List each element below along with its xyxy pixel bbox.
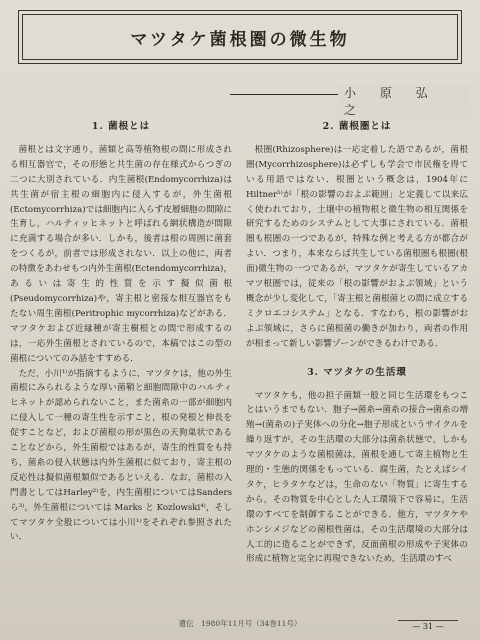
section-1-paragraph-2: ただ，小川¹⁾が指摘するように，マツタケは，他の外生菌根にみられるような厚い菌鞘と細胞間隙中のハルティヒネットが認められないこと，また菌糸の一部が細胞内に侵入して一種の寄生性を示すこと，根の発根と伸長を促すことなど，および菌根の形が黒色の天狗巣状であることなどから，外生菌根ではあるが，寄生的性質をも持ち，菌糸の侵入状態は内外生菌根に似ており，寄主根の反応性は擬似菌根類似であるといえる．なお，菌根の入門書としてはHarley²⁾を，内生菌根についてはSanders ら³⁾，外生菌根については Marks と Kozlowski⁴⁾，そしてマツタケ全般については小川¹⁾をそれぞれ参照されたい． — [10, 368, 232, 543]
section-2-paragraph: 根圏(Rhizosphere)は一応定着した語であるが，菌根圏(Mycorrhizosphere)は必ずしも学会で市民権を得ている用語ではない．根圏という概念は，1904年に Hiltner⁵⁾が「根の影響のおよぶ範囲」と定義して以来広く使われており，土壌中の植物根と微生物の相互関係を研究するためのシステムとして大事にされている．菌根圏も根圏の一つであるが，特殊な例と考える方が都合がよい．つまり，本来ならば共生している菌根圏も根圏(根面)微生物の一つであるが，マツタケが寄生しているアカマツ根圏では，従来の「根の影響がおよぶ領域」という概念が少し変化して，「寄主根と菌根菌との間に成立するミクロエコシステム」となる．すなわち，根の影響がおよぶ領域に，さらに菌根菌の働きが加わり，両者の作用が相まって新しい影響ゾーンができるわけである． — [246, 144, 468, 349]
section-1-heading: 1. 菌根とは — [91, 121, 151, 132]
journal-footer: 遺伝 1980年11月号（34巻11号） — [178, 619, 302, 628]
section-3-paragraph: マツタケも，他の担子菌類一般と同じ生活環をもつことはいうまでもない．胞子→菌糸→菌糸の接合→菌糸の増殖→(菌糸の)子実体への分化→胞子形成というサイクルを繰り返すが，その生活環の大部分は菌糸状態で，しかもマツタケのような菌根菌は，菌根を通して寄主植物と生理的・生態的関係をもっている．腐生菌，たとえばシイタケ，ヒラタケなどは，生命のない「物質」に寄生するから，その物質を中心とした人工環境下で容易に，生活環のすべてを制御することができる．他方，マツタケやホンシメジなどの菌根性菌は，その生活環境の大部分は人工的に造ることができず，反面菌根の形成や子実体の形成に植物と完全に再現できないため，生活環のすべ — [246, 390, 468, 565]
section-3-heading: 3. マツタケの生活環 — [307, 366, 407, 378]
section-2-heading: 2. 菌根圏とは — [322, 121, 392, 132]
left-column — [10, 118, 232, 545]
page-number: — 31 — — [398, 620, 458, 631]
article-title: マツタケ菌根圏の微生物 — [130, 29, 350, 50]
article-author: 小 原 弘 之 — [338, 84, 470, 118]
section-1-paragraph-1: 菌根とは文字通り，菌類と高等植物根の間に形成される相互器官で，その形態と共生菌の存在様式からつぎの二つに大別されている．内生菌根(Endomycorrhiza)は共生菌が宿主根の細胞内に侵入するが，外生菌根(Ectomycorrhiza)では細胞内に入らず皮層細胞の間隙に生育し，ハルティッヒネットと呼ばれる網状構造が間隙に充満する場合が多い．しかも，後者は根の周囲に菌套をつくるが，前者では形成されない．以上の他に，両者の特徴をあわせもつ内外生菌根(Ectendomycorrhiza)，あるいは寄生的性質を示す擬似菌根(Pseudomycorrhiza)や，寄主根と密接な相互器官をもたない周生菌根(Peritrophic mycorrhiza)などがある．マツタケおよび近縁種が寄主樹根との間で形成するのは，一応外生菌根とされているので，本稿ではこの型の菌根についてのみ話をすすめる． — [10, 144, 232, 364]
title-frame — [18, 10, 462, 64]
title-frame-inner — [22, 14, 458, 60]
right-column — [246, 118, 468, 567]
